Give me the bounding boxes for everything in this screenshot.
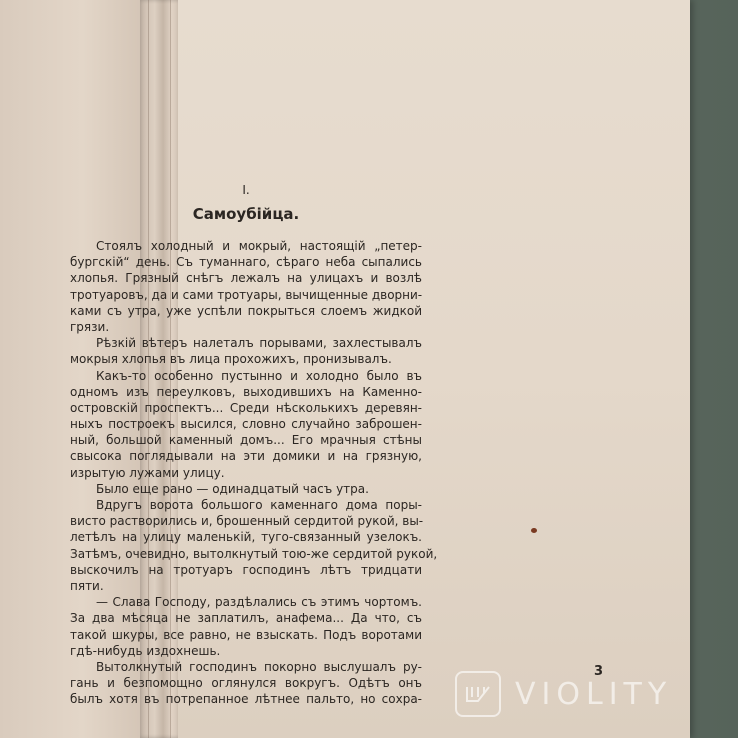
- text-line: ный, большой каменный домъ... Его мрачныя стѣны: [70, 433, 422, 448]
- text-line: Какъ-то особенно пустынно и холодно было въ: [96, 368, 422, 383]
- watermark: [455, 666, 725, 722]
- text-line: островскій проспектъ... Среди нѣсколькихъ деревян-: [70, 400, 422, 415]
- text-line: грязи.: [70, 319, 110, 334]
- text-line: гдѣ-нибудь издохнешь.: [70, 643, 221, 658]
- page-text: [70, 182, 438, 707]
- watermark-text: VIOLITY: [515, 676, 673, 712]
- text-line: Затѣмъ, очевидно, вытолкнутый тою-же сердитой рукой,: [70, 546, 438, 561]
- text-line: одномъ изъ переулковъ, выходившихъ на Каменно-: [70, 384, 422, 399]
- text-line: былъ хотя въ потрепанное лѣтнее пальто, но сохра-: [70, 692, 422, 707]
- chapter-title: Самоубійца.: [192, 205, 300, 223]
- text-line: изрытую лужами улицу.: [70, 465, 225, 480]
- text-line: Было еще рано — одинадцатый часъ утра.: [96, 481, 369, 496]
- text-line: такой шкуры, все равно, не взыскать. Подъ воротами: [70, 627, 422, 642]
- text-line: хлопья. Грязный снѣгъ лежалъ на улицахъ и возлѣ: [70, 271, 422, 286]
- text-line: Стоялъ холодный и мокрый, настоящій „петер-: [96, 239, 422, 253]
- violity-logo-icon: [455, 671, 501, 717]
- text-line: выскочилъ на тротуаръ господинъ лѣтъ тридцати: [70, 562, 422, 577]
- text-line: гань и безпомощно оглянулся вокругъ. Одѣтъ онъ: [70, 676, 422, 691]
- text-line: За два мѣсяца не заплатилъ, анафема... Да что, съ: [70, 611, 422, 626]
- page-number: 3: [594, 664, 604, 679]
- text-line: Вытолкнутый господинъ покорно выслушалъ ру-: [96, 659, 422, 674]
- text-line: ныхъ построекъ высился, словно случайно заброшен-: [70, 417, 422, 432]
- chapter-number: I.: [242, 183, 250, 197]
- text-line: Вдругъ ворота большого каменнаго дома поры-: [96, 498, 422, 512]
- text-line: висто растворились и, брошенный сердитой рукой, вы-: [70, 514, 424, 529]
- text-line: тротуаровъ, да и сами тротуары, вычищенные дворни-: [70, 287, 423, 302]
- text-line: Рѣзкій вѣтеръ налеталъ порывами, захлестывалъ: [96, 336, 422, 351]
- text-line: летѣлъ на улицу маленькій, туго-связанный узелокъ.: [70, 530, 422, 545]
- text-line: свысока поглядывали на эти домики и на грязную,: [70, 449, 422, 464]
- ink-spot: [531, 528, 537, 533]
- text-line: — Слава Господу, раздѣлались съ этимъ чортомъ.: [96, 595, 422, 610]
- text-line: ками съ утра, уже успѣли покрыться слоемъ жидкой: [70, 303, 422, 318]
- text-body: [70, 238, 438, 707]
- text-line: пяти.: [70, 578, 104, 593]
- text-line: бургскій“ день. Съ туманнаго, сѣраго неба сыпались: [70, 255, 422, 270]
- text-line: мокрыя хлопья въ лица прохожихъ, пронизывалъ.: [70, 352, 392, 367]
